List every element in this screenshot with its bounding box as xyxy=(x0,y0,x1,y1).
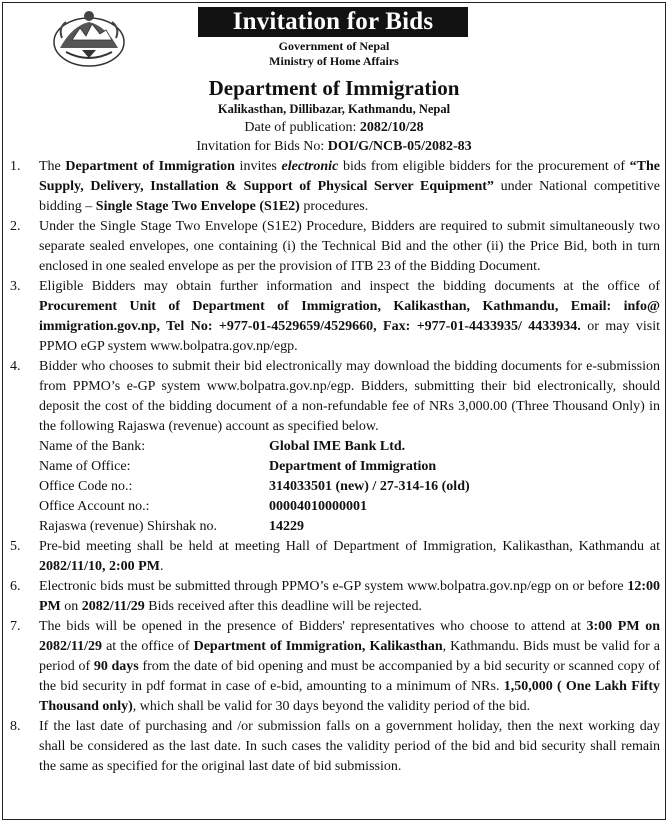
ministry-name: Ministry of Home Affairs xyxy=(269,54,399,68)
clause-number: 2. xyxy=(10,219,21,234)
publication-label: Date of publication: xyxy=(244,120,360,135)
office-account-value: 00004010000001 xyxy=(269,499,367,514)
clause-4 xyxy=(10,357,660,437)
bank-row xyxy=(10,497,660,517)
clause-number: 4. xyxy=(10,359,21,374)
bank-name-value: Global IME Bank Ltd. xyxy=(269,439,406,454)
department-address: Kalikasthan, Dillibazar, Kathmandu, Nepal xyxy=(217,102,451,116)
notice-title: Invitation for Bids xyxy=(198,7,468,37)
clause-2 xyxy=(10,217,660,277)
bank-row xyxy=(10,517,660,537)
bank-name-label: Name of the Bank: xyxy=(39,439,146,454)
office-code-label: Office Code no.: xyxy=(39,479,133,494)
bid-number-line xyxy=(0,138,668,155)
bank-details xyxy=(10,437,660,537)
clause-7 xyxy=(10,617,660,717)
clause-number: 3. xyxy=(10,279,21,294)
publication-date: 2082/10/28 xyxy=(359,120,424,135)
office-name-value: Department of Immigration xyxy=(269,459,437,474)
office-code-value: 314033501 (new) / 27-314-16 (old) xyxy=(269,479,470,494)
clause-text: Electronic bids must be submitted through PPMO’s e-GP system www.bolpatra.gov.np/egp on or before 12:00 PM on 2082/11/29 Bids received after this deadline will be rejected. xyxy=(39,579,660,614)
bank-row xyxy=(10,477,660,497)
clause-text: Under the Single Stage Two Envelope (S1E2) Procedure, Bidders are required to submit simultaneously two separate sealed envelopes, one containing (i) the Technical Bid and the other (ii) the Price Bid, both in turn enclosed in one sealed envelope as per the provision of ITB 23 of the Bidding Document. xyxy=(39,219,660,274)
clause-number: 7. xyxy=(10,619,21,634)
clause-number: 1. xyxy=(10,159,21,174)
clause-6 xyxy=(10,577,660,617)
clause-number: 6. xyxy=(10,579,21,594)
bid-number: DOI/G/NCB-05/2082-83 xyxy=(327,139,472,154)
department-name: Department of Immigration xyxy=(208,76,460,100)
clause-number: 5. xyxy=(10,539,21,554)
office-name-label: Name of Office: xyxy=(39,459,131,474)
government-name: Government of Nepal xyxy=(278,39,390,53)
bid-number-label: Invitation for Bids No: xyxy=(196,139,328,154)
shirshak-value: 14229 xyxy=(269,519,304,534)
clause-1 xyxy=(10,157,660,217)
clause-text: Bidder who chooses to submit their bid electronically may download the bidding documents for e-submission from PPMO’s e-GP system www.bolpatra.gov.np/egp. Bidders, submitting their bid electronically, should deposit the cost of the bidding document of a non-refundable fee of NRs 3,000.00 (Three Thousand Only) in the following Rajaswa (revenue) account as specified below. xyxy=(39,359,660,434)
clause-number: 8. xyxy=(10,719,21,734)
clause-8 xyxy=(10,717,660,777)
notice-body xyxy=(10,157,660,777)
clause-3 xyxy=(10,277,660,357)
clause-text: Pre-bid meeting shall be held at meeting Hall of Department of Immigration, Kalikasthan, Kathmandu at 2082/11/10, 2:00 PM. xyxy=(39,539,660,574)
clause-text: If the last date of purchasing and /or submission falls on a government holiday, then the next working day shall be considered as the last date. In such cases the validity period of the bid and bid security shall remain the same as specified for the original last date of bid submission. xyxy=(39,719,660,774)
office-account-label: Office Account no.: xyxy=(39,499,150,514)
bank-row xyxy=(10,437,660,457)
clause-text: The Department of Immigration invites electronic bids from eligible bidders for the procurement of “The Supply, Delivery, Installation & Support of Physical Server Equipment” under National competitive bidding – Single Stage Two Envelope (S1E2) procedures. xyxy=(39,159,661,214)
clause-text: The bids will be opened in the presence of Bidders' representatives who choose to attend at 3:00 PM on 2082/11/29 at the office of Department of Immigration, Kalikasthan, Kathmandu. Bids must be valid for a period of 90 days from the date of bid opening and must be accompanied by a bid security or scanned copy of the bid security in pdf format in case of e-bid, amounting to a minimum of NRs. 1,50,000 ( One Lakh Fifty Thousand only), which shall be valid for 30 days beyond the validity period of the bid. xyxy=(39,619,661,714)
bank-row xyxy=(10,457,660,477)
publication-date-line xyxy=(0,119,668,136)
clause-text: Eligible Bidders may obtain further information and inspect the bidding documents at the office of Procurement Unit of Department of Immigration, Kalikasthan, Kathmandu, Email: info@ immigration.gov.np, Tel No: +977-01-4529659/4529660, Fax: +977-01-4433935/ 4433934. or may visit PPMO eGP system www.bolpatra.gov.np/egp. xyxy=(39,279,660,354)
clause-5 xyxy=(10,537,660,577)
shirshak-label: Rajaswa (revenue) Shirshak no. xyxy=(39,519,218,534)
